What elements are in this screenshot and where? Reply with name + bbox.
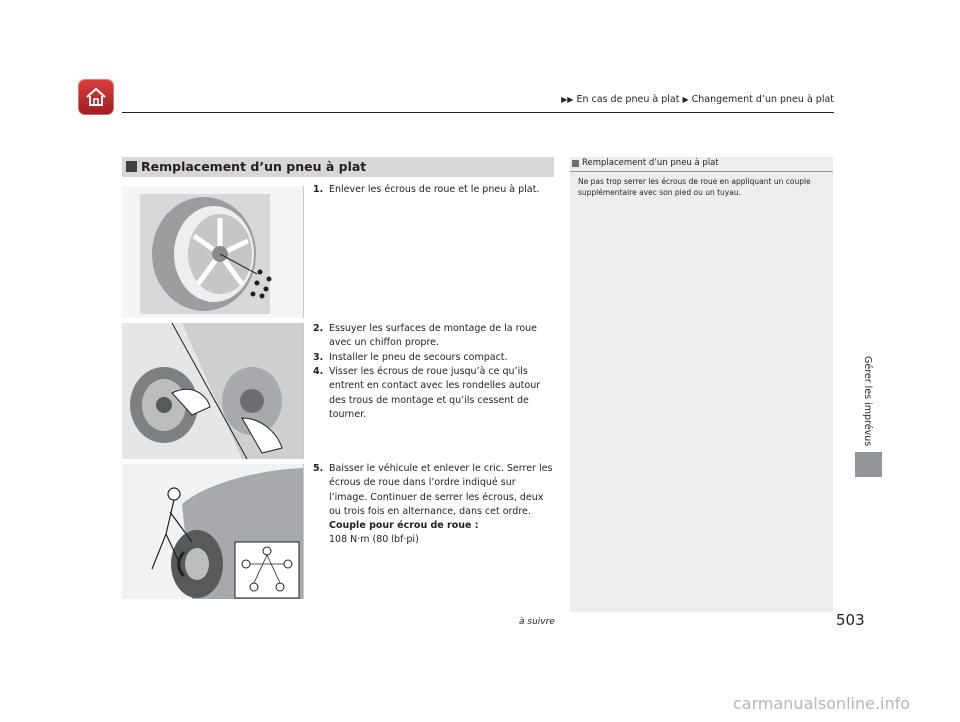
- page-number: 503: [836, 611, 865, 629]
- breadcrumb-link-flat-tire[interactable]: En cas de pneu à plat: [576, 94, 680, 105]
- section-title: Remplacement d’un pneu à plat: [141, 159, 367, 174]
- chapter-tab[interactable]: [855, 452, 882, 477]
- figure-tighten-nuts: [122, 464, 304, 599]
- figure-remove-wheel: [122, 186, 304, 318]
- double-arrow-icon: ▶▶: [561, 95, 574, 104]
- step-3: 3. Installer le pneu de secours compact.: [313, 352, 508, 363]
- step-1: 1. Enlever les écrous de roue et le pneu à plat.: [313, 184, 540, 195]
- breadcrumb: [561, 94, 834, 105]
- step-5-text: Baisser le véhicule et enlever le cric. Serrer les écrous de roue dans l’ordre indiqué sur l’image. Continuer de serrer les écrous, deux ou trois fois en alternance, dans cet ordre.: [329, 463, 553, 517]
- header-divider: [122, 112, 834, 113]
- section-square-icon: [126, 161, 137, 172]
- hub-illustration-icon: [122, 323, 303, 459]
- step-5: 5. Baisser le véhicule et enlever le cric. Serrer les écrous de roue dans l’ordre indiqué sur l’image. Continuer de serrer les écrous, deux ou trois fois en alternance, dans cet ordre. Couple pour écrou de roue : 108 N·m (80 lbf·pi): [313, 463, 553, 546]
- figure-wipe-surfaces: [122, 323, 304, 459]
- torque-label: Couple pour écrou de roue :: [329, 520, 479, 532]
- wheel-illustration-icon: [122, 186, 303, 318]
- continued-label: à suivre: [519, 617, 555, 627]
- note-title[interactable]: Remplacement d’un pneu à plat: [582, 158, 719, 168]
- note-header: [570, 157, 833, 172]
- torque-value: 108 N·m (80 lbf·pi): [329, 534, 419, 546]
- home-button[interactable]: [78, 79, 114, 115]
- watermark: carmanualsonline.info: [733, 694, 911, 713]
- step-4: 4. Visser les écrous de roue jusqu’à ce qu’ils entrent en contact avec les rondelles autour des trous de montage et qu’ils cessent de tourner.: [313, 366, 541, 420]
- note-square-icon: [572, 160, 579, 167]
- note-body: Ne pas trop serrer les écrous de roue en appliquant un couple supplémentaire avec son pied ou un tuyau.: [578, 177, 811, 197]
- note-panel: [570, 157, 833, 612]
- step-2: 2. Essuyer les surfaces de montage de la roue avec un chiffon propre.: [313, 323, 538, 349]
- chapter-side-label: Gérer les imprévus: [862, 356, 873, 447]
- breadcrumb-link-changing-tire[interactable]: Changement d’un pneu à plat: [691, 94, 834, 105]
- arrow-icon: ▶: [682, 95, 689, 104]
- section-header: [122, 157, 554, 177]
- home-icon: [84, 85, 108, 109]
- tightening-illustration-icon: [122, 464, 303, 599]
